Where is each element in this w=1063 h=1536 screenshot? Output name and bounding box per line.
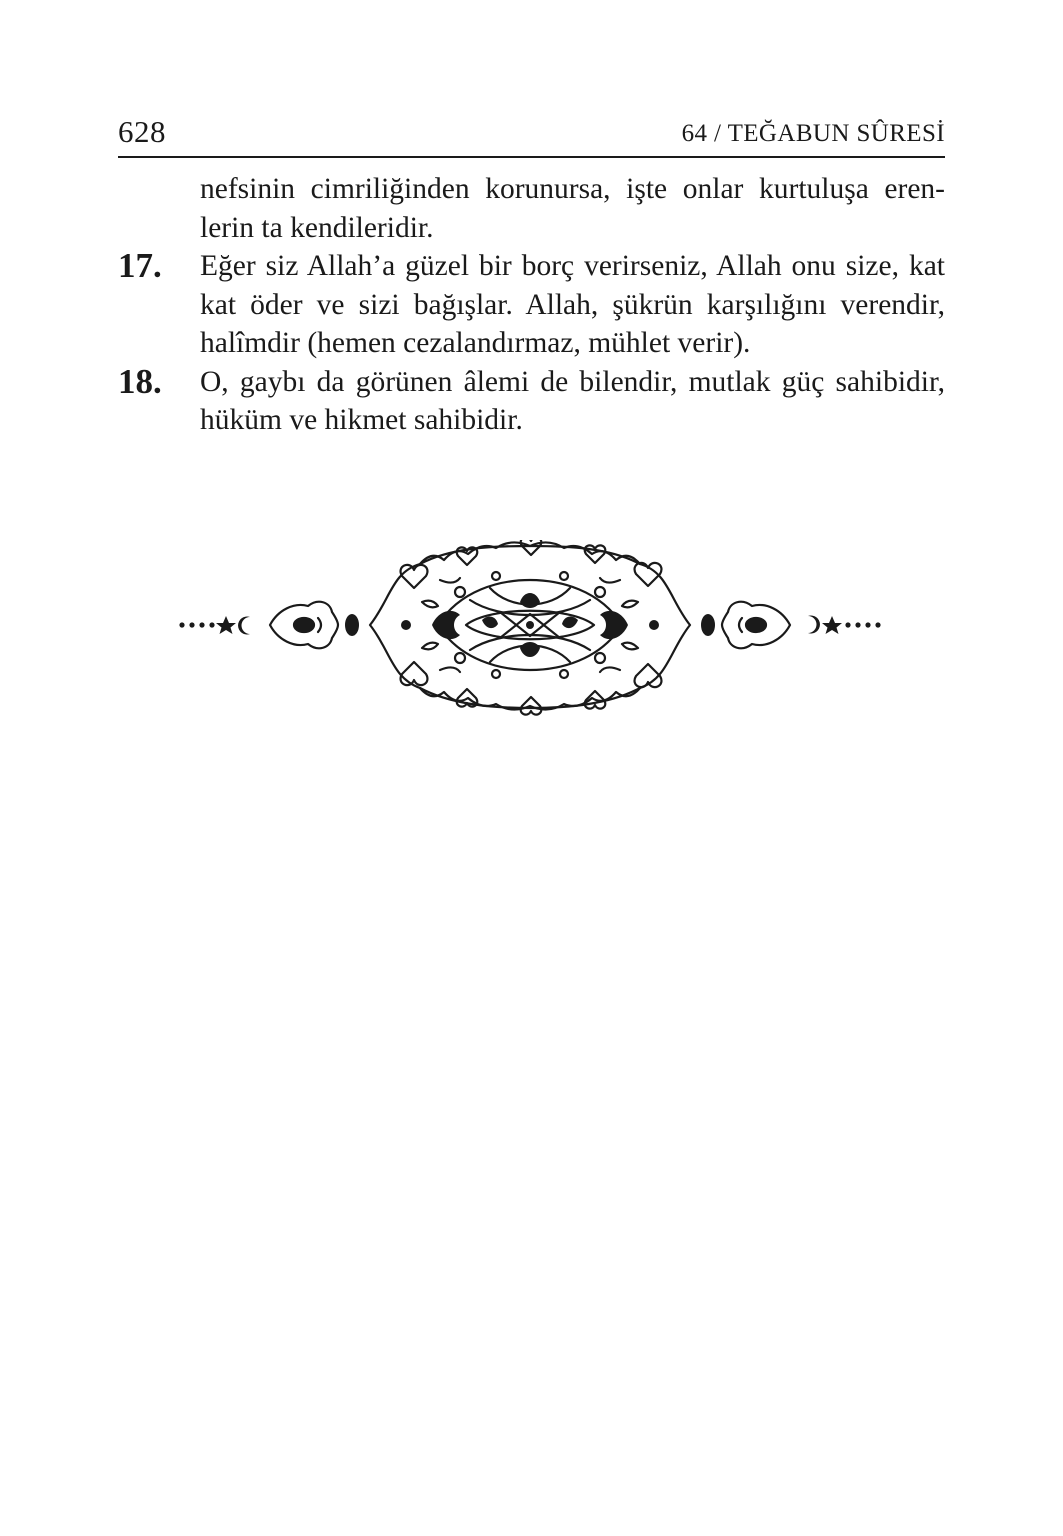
verse-17 (118, 247, 945, 363)
verse-18 (118, 363, 945, 440)
verse-number: 18. (118, 361, 162, 401)
page-header (118, 112, 945, 158)
verse-text: nefsinin cimriliğinden korunursa, işte onlar kurtuluşa eren- lerin ta kendileridir. (200, 173, 945, 244)
verse-number: 17. (118, 246, 162, 285)
running-title: 64 / TEĞABUN SÛRESİ (681, 120, 945, 147)
page-number: 628 (118, 114, 166, 149)
verse-list (118, 170, 945, 440)
floral-medallion-ornament-icon (170, 540, 890, 730)
verse-text: Eğer siz Allah’a güzel bir borç verirseniz, Allah onu size, kat kat öder ve sizi bağışlar. Allah, şükrün karşılığını verendir, halîmdir (hemen cezalandırmaz, mühlet verir). (200, 250, 945, 359)
verse-continuation (118, 170, 945, 247)
verse-text: O, gaybı da görünen âlemi de bilendir, mutlak güç sahibidir, hüküm ve hikmet sahibidir. (200, 365, 945, 436)
